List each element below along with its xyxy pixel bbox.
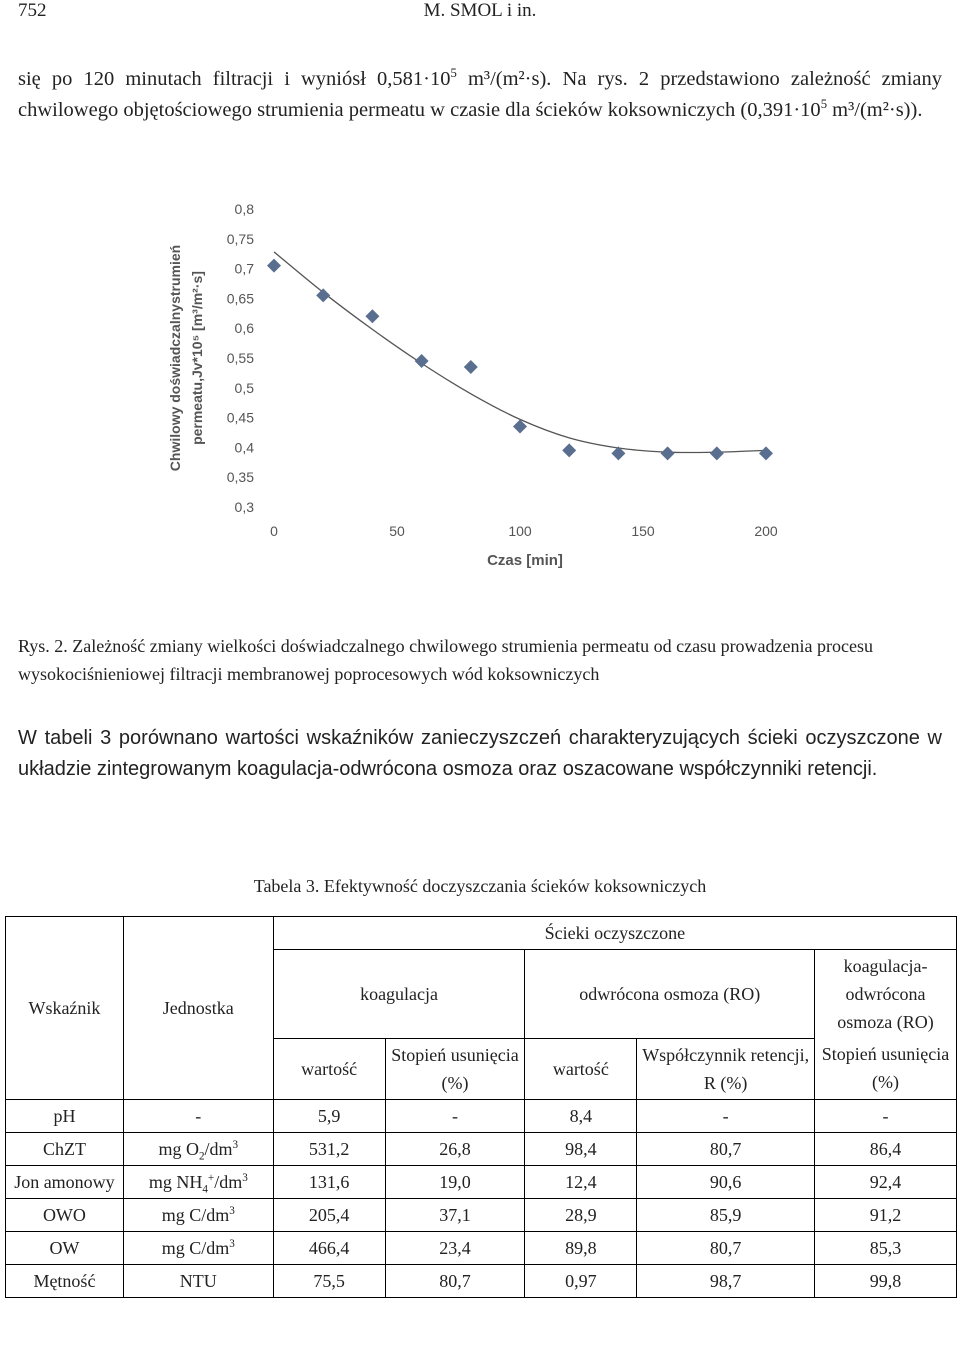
- y-tick-label: 0,5: [234, 379, 254, 396]
- figure-caption: Rys. 2. Zależność zmiany wielkości doświadczalnego chwilowego strumienia permeatu od czasu prowadzenia procesu wysokociśnieniowej filtracji membranowej poprocesowych wód koksowniczych: [18, 636, 873, 684]
- table-row: [6, 1198, 957, 1231]
- cell-jednostka: [123, 1132, 273, 1165]
- cell-koagulacja-wartosc: 205,4: [273, 1198, 385, 1231]
- header-wspolczynnik: Współczynnik retencji, R (%): [637, 1038, 815, 1099]
- data-point: [267, 259, 281, 273]
- unit-text: mg O: [158, 1138, 199, 1159]
- cell-ro-retencja: 85,9: [637, 1198, 815, 1231]
- para1-text-c: m³/(m²·s). Na rys. 2 przedstawiono zależność zmiany chwilowego objętościowego strumienia permeatu w czasie dla ścieków koksowniczych (0,391·10: [18, 68, 942, 121]
- table-caption: Tabela 3. Efektywność doczyszczania ścieków koksowniczych: [253, 876, 707, 896]
- header-scieki: Ścieki oczyszczone: [273, 917, 956, 950]
- cell-koagulacja-stopien: 23,4: [385, 1231, 525, 1264]
- data-point: [562, 443, 576, 457]
- y-tick-label: 0,3: [234, 499, 254, 515]
- cell-ro-retencja: 80,7: [637, 1132, 815, 1165]
- para1-text-d: m³/(m²·s)).: [827, 99, 923, 121]
- para1-exponent-a: 5: [450, 66, 457, 81]
- cell-koag-ro-stopien: 91,2: [815, 1198, 957, 1231]
- cell-koag-ro-stopien: 99,8: [815, 1264, 957, 1297]
- unit-subscript: 4: [202, 1183, 208, 1196]
- x-tick-labels: [270, 523, 778, 539]
- unit-superscript: 3: [229, 1204, 235, 1217]
- data-point: [710, 446, 724, 460]
- unit-superscript: 3: [232, 1138, 239, 1151]
- cell-ro-wartosc: 0,97: [525, 1264, 637, 1297]
- header-stopien: Stopień usunięcia (%): [385, 1038, 525, 1099]
- cell-wskaznik: ChZT: [6, 1132, 124, 1165]
- cell-koagulacja-wartosc: 131,6: [273, 1165, 385, 1198]
- cell-ro-wartosc: 98,4: [525, 1132, 637, 1165]
- y-axis-title-line: permeatu,Jv*10⁵ [m³/m²·s]: [189, 271, 205, 445]
- cell-jednostka: -: [123, 1099, 273, 1132]
- data-point: [759, 446, 773, 460]
- unit-text: /dm: [214, 1171, 243, 1192]
- table-row: [6, 1132, 957, 1165]
- x-tick-label: 100: [508, 523, 532, 539]
- unit-superscript: +: [207, 1171, 215, 1184]
- y-tick-label: 0,4: [234, 439, 254, 456]
- cell-wskaznik: pH: [6, 1099, 124, 1132]
- cell-wskaznik: Jon amonowy: [6, 1165, 124, 1198]
- x-tick-label: 0: [270, 523, 278, 539]
- unit-text: mg C/dm: [161, 1204, 230, 1225]
- cell-koagulacja-stopien: 37,1: [385, 1198, 525, 1231]
- flux-chart: [150, 190, 800, 580]
- table-row: [6, 1099, 957, 1132]
- y-axis-title: [167, 245, 205, 471]
- header-koag-ro: koagulacja-odwrócona osmoza (RO): [815, 950, 957, 1039]
- table-row: [6, 1165, 957, 1198]
- x-tick-label: 150: [631, 523, 655, 539]
- cell-wskaznik: Mętność: [6, 1264, 124, 1297]
- cell-jednostka: [123, 1231, 273, 1264]
- y-tick-label: 0,45: [226, 409, 254, 426]
- cell-wskaznik: OW: [6, 1231, 124, 1264]
- cell-ro-wartosc: 89,8: [525, 1231, 637, 1264]
- cell-koagulacja-wartosc: 466,4: [273, 1231, 385, 1264]
- cell-ro-wartosc: 12,4: [525, 1165, 637, 1198]
- cell-koagulacja-wartosc: 531,2: [273, 1132, 385, 1165]
- para1-text-a: się po 120 minutach filtracji i wyniósł 0,581·10: [18, 68, 451, 90]
- running-head: M. SMOL i in.: [423, 0, 537, 21]
- y-tick-label: 0,6: [234, 320, 254, 337]
- cell-ro-retencja: 90,6: [637, 1165, 815, 1198]
- table-row: [6, 1264, 957, 1297]
- unit-text: mg C/dm: [161, 1237, 230, 1258]
- x-axis-title: Czas [min]: [487, 552, 563, 569]
- x-tick-label: 200: [754, 523, 778, 539]
- unit-superscript: 3: [229, 1237, 235, 1250]
- unit-superscript: 3: [242, 1171, 248, 1184]
- y-tick-label: 0,35: [226, 469, 254, 486]
- cell-koagulacja-stopien: 19,0: [385, 1165, 525, 1198]
- data-points: [267, 259, 773, 461]
- header-stopien-koag-ro: Stopień usunięcia (%): [815, 1038, 957, 1099]
- cell-jednostka: [123, 1198, 273, 1231]
- header-wartosc: wartość: [273, 1038, 385, 1099]
- unit-subscript: 2: [198, 1150, 205, 1163]
- unit-text: mg NH: [148, 1171, 203, 1192]
- cell-ro-retencja: -: [637, 1099, 815, 1132]
- cell-ro-retencja: 98,7: [637, 1264, 815, 1297]
- header-ro: odwrócona osmoza (RO): [525, 950, 815, 1039]
- y-tick-labels: [227, 201, 254, 515]
- header-wartosc-ro: wartość: [525, 1038, 637, 1099]
- cell-jednostka: [123, 1165, 273, 1198]
- header-koagulacja: koagulacja: [273, 950, 525, 1039]
- data-point: [365, 309, 379, 323]
- table-body: [6, 1099, 957, 1297]
- header-wskaznik: Wskaźnik: [6, 917, 124, 1100]
- paragraph-intro: [18, 64, 942, 126]
- cell-koagulacja-stopien: -: [385, 1099, 525, 1132]
- table-header-row-1: [6, 917, 957, 950]
- y-tick-label: 0,75: [226, 230, 254, 247]
- y-tick-label: 0,55: [226, 350, 254, 366]
- cell-koagulacja-stopien: 80,7: [385, 1264, 525, 1297]
- results-table: [5, 916, 957, 1298]
- cell-ro-wartosc: 8,4: [525, 1099, 637, 1132]
- cell-koagulacja-wartosc: 75,5: [273, 1264, 385, 1297]
- header-jednostka: Jednostka: [123, 917, 273, 1100]
- y-axis-title-line: Chwilowy doświadczalnystrumień: [167, 244, 183, 472]
- cell-koagulacja-stopien: 26,8: [385, 1132, 525, 1165]
- cell-ro-retencja: 80,7: [637, 1231, 815, 1264]
- x-tick-label: 50: [389, 523, 405, 539]
- cell-koag-ro-stopien: -: [815, 1099, 957, 1132]
- data-point: [464, 360, 478, 374]
- cell-ro-wartosc: 28,9: [525, 1198, 637, 1231]
- data-point: [316, 288, 330, 302]
- cell-koag-ro-stopien: 86,4: [815, 1132, 957, 1165]
- table-row: [6, 1231, 957, 1264]
- cell-jednostka: NTU: [123, 1264, 273, 1297]
- y-tick-label: 0,65: [226, 290, 254, 307]
- cell-koagulacja-wartosc: 5,9: [273, 1099, 385, 1132]
- data-point: [661, 446, 675, 460]
- page-number: 752: [18, 0, 47, 21]
- y-tick-label: 0,7: [234, 260, 254, 277]
- unit-text: /dm: [204, 1138, 233, 1159]
- cell-koag-ro-stopien: 85,3: [815, 1231, 957, 1264]
- paragraph-table-intro: W tabeli 3 porównano wartości wskaźników zanieczyszczeń charakteryzujących ścieki oczyszczone w układzie zintegrowanym koagulacja-odwrócona osmoza oraz oszacowane współczynniki retencji.: [18, 727, 942, 780]
- para1-exponent-b: 5: [820, 97, 828, 112]
- cell-wskaznik: OWO: [6, 1198, 124, 1231]
- y-tick-label: 0,8: [234, 201, 254, 217]
- cell-koag-ro-stopien: 92,4: [815, 1165, 957, 1198]
